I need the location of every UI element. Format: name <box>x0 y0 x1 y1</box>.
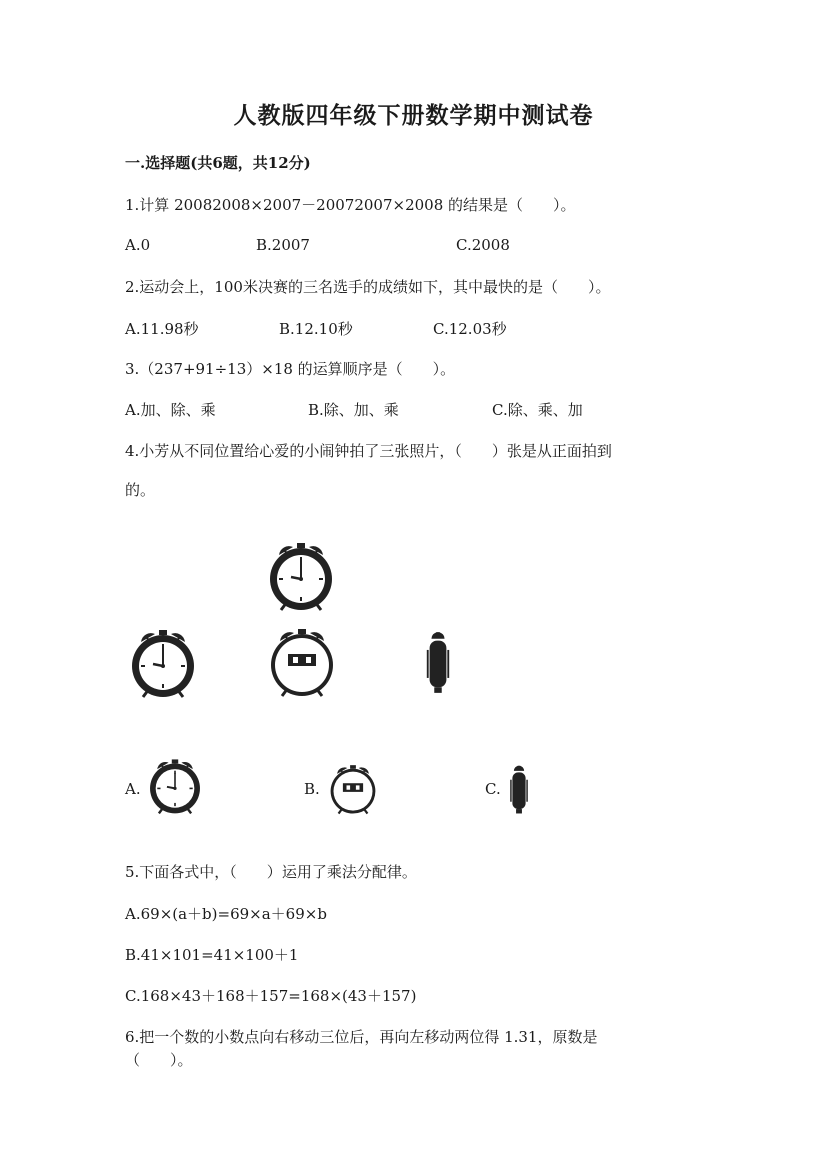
question-4-stem-line2: 的。 <box>125 481 156 499</box>
question-5-option-c: C.168×43＋168＋157=168×(43＋157) <box>125 987 417 1005</box>
question-5-option-a: A.69×(a＋b)=69×a＋69×b <box>125 905 327 923</box>
question-4-stem-line1: 4.小芳从不同位置给心爱的小闹钟拍了三张照片，（ ）张是从正面拍到 <box>125 442 612 460</box>
question-4-option-b: B. <box>304 780 320 798</box>
question-1-option-c: C.2008 <box>456 236 510 254</box>
question-2-stem: 2.运动会上，100米决赛的三名选手的成绩如下，其中最快的是（ ）。 <box>125 278 611 296</box>
question-3-option-c: C.除、乘、加 <box>492 401 583 419</box>
question-6-stem-line2: （ ）。 <box>125 1051 193 1069</box>
clock-side-icon <box>508 762 530 818</box>
question-2-option-c: C.12.03秒 <box>433 320 507 338</box>
clock-side-icon <box>424 628 452 698</box>
clock-front-icon <box>127 625 199 701</box>
clock-back-icon <box>327 762 379 816</box>
question-1-option-a: A.0 <box>125 236 151 254</box>
question-4-option-a: A. <box>125 780 141 798</box>
question-2-option-b: B.12.10秒 <box>279 320 353 338</box>
question-5-stem: 5.下面各式中，（ ）运用了乘法分配律。 <box>125 863 417 881</box>
question-4-option-c: C. <box>485 780 501 798</box>
page-title: 人教版四年级下册数学期中测试卷 <box>233 102 594 129</box>
question-1-option-b: B.2007 <box>256 236 310 254</box>
question-3-option-b: B.除、加、乘 <box>308 401 399 419</box>
question-1-stem: 1.计算 20082008×2007－20072007×2008 的结果是（ ）。 <box>125 196 576 214</box>
clock-back-icon <box>266 624 338 700</box>
clock-front-icon <box>146 756 204 816</box>
question-2-option-a: A.11.98秒 <box>125 320 199 338</box>
clock-front-icon <box>265 538 337 614</box>
section-heading: 一.选择题(共6题，共12分) <box>125 154 311 172</box>
question-3-stem: 3.（237+91÷13）×18 的运算顺序是（ ）。 <box>125 360 456 378</box>
question-6-stem-line1: 6.把一个数的小数点向右移动三位后，再向左移动两位得 1.31，原数是 <box>125 1028 598 1046</box>
question-5-option-b: B.41×101=41×100＋1 <box>125 946 299 964</box>
question-3-option-a: A.加、除、乘 <box>125 401 216 419</box>
